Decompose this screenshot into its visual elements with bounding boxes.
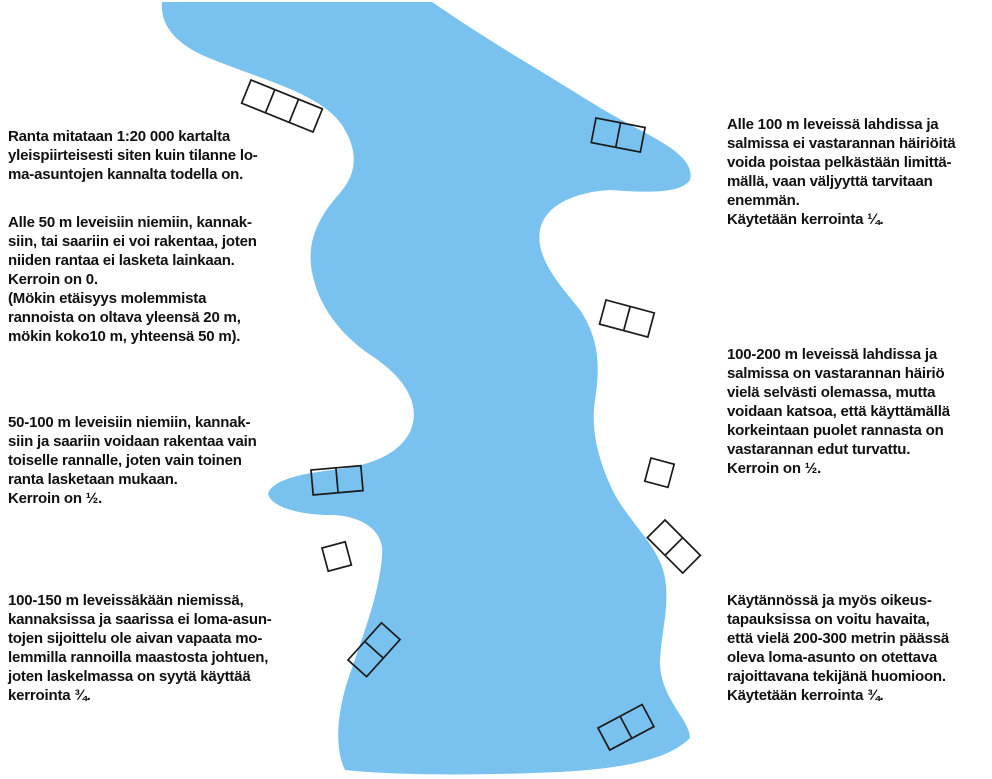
note-100-150m: 100-150 m leveissäkään niemissä, kannaksissa ja saarissa ei loma-asun- tojen sijoittelu ole aivan vapaata mo- lemmilla rannoilla maastosta johtuen, joten laskelmassa on syytä käyttää kerrointa ¾. (8, 592, 272, 704)
plot-icon-mid-right (600, 300, 655, 337)
note-bays-100-200m: 100-200 m leveissä lahdissa ja salmissa on vastarannan häiriö vielä selvästi olemassa, mutta voidaan katsoa, että käyttämällä korkeintaan puolet rannasta on vastarannan edut turvattu. Kerroin on ½. (727, 346, 950, 477)
note-shore-measurement: Ranta mitataan 1:20 000 kartalta yleispiirteisesti siten kuin tilanne lo- ma-asuntojen kannalta todella on. (8, 128, 258, 183)
note-200-300m: Käytännössä ja myös oikeus- tapauksissa on voitu havaita, että vielä 200-300 metrin päässä oleva loma-asunto on otettava rajoittavana tekijänä huomioon. Käytetään kerrointa ¾. (727, 592, 950, 704)
plot-icon-lower-left-single (322, 542, 351, 571)
note-50-100m: 50-100 m leveisiin niemiin, kannak- siin ja saariin voidaan rakentaa vain toiselle rannalle, joten vain toinen ranta lasketaan mukaan. Kerroin on ½. (8, 414, 257, 507)
plot-icon-center-right-small (645, 458, 674, 487)
note-under-50m: Alle 50 m leveisiin niemiin, kannak- siin, tai saariin ei voi rakentaa, joten niiden rantaa ei lasketa lainkaan. Kerroin on 0. (Mökin etäisyys molemmista rannoista on oltava yleensä 20 m, mökin koko10 m, yhteensä 50 m). (8, 214, 257, 345)
note-bays-under-100m: Alle 100 m leveissä lahdissa ja salmissa ei vastarannan häiriöitä voida poistaa pelkästään limittä- mällä, vaan väljyyttä tarvitaan enemmän. Käytetään kerrointa ¼. (727, 116, 956, 228)
